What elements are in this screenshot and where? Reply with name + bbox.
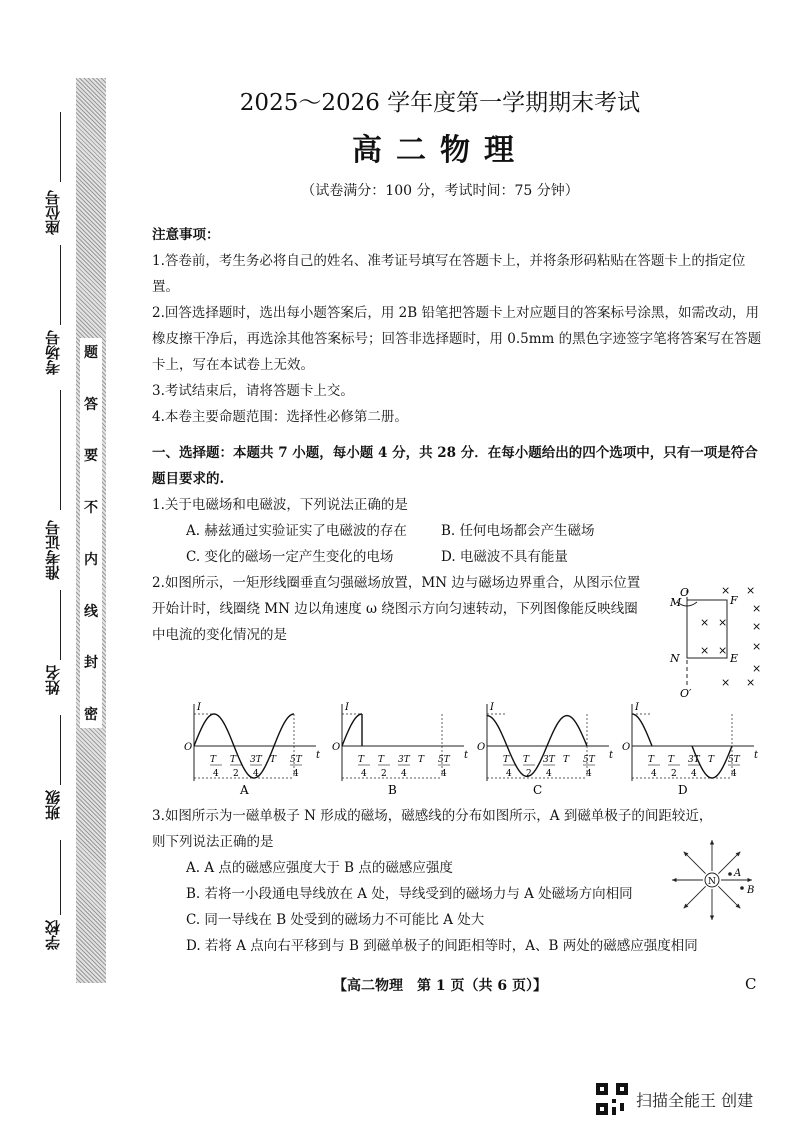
tick-label: 4 (253, 769, 259, 779)
option-d: D. 若将 A 点向右平移到与 B 到磁单极子的间距相等时，A、B 两处的磁感应强度相同 (186, 938, 698, 954)
tick-label: T (378, 755, 385, 765)
t-axis-label: t (609, 750, 614, 761)
notice-heading: 注意事项： (152, 227, 220, 243)
seat-number-label: 座位号 (44, 190, 62, 235)
binding-margin (0, 0, 120, 1000)
seal-char: 线 (84, 603, 98, 620)
i-axis-label: I (635, 702, 639, 713)
current-graphs (172, 698, 759, 798)
field-arrowhead (710, 915, 714, 920)
tick-label: T (358, 755, 365, 765)
field-cross: × (718, 644, 728, 657)
field-arrowhead (710, 840, 714, 845)
field-cross: × (718, 616, 728, 629)
tick-label: 4 (731, 769, 737, 779)
label-a: A (734, 868, 742, 879)
field-cross: × (700, 644, 710, 657)
field-cross: × (752, 640, 762, 653)
question-1-options (152, 518, 696, 570)
label-monopole-n: N (708, 877, 716, 887)
tick-label: 3T (398, 755, 410, 765)
axis-label-o: O (680, 586, 690, 599)
qr-code-icon (596, 1083, 628, 1115)
seat-number-line (60, 112, 61, 182)
seal-char: 答 (84, 396, 98, 413)
exam-meta: （试卷满分：100 分，考试时间：75 分钟） (301, 183, 579, 199)
tick-label: 4 (213, 769, 219, 779)
section-heading: 一、选择题：本题共 7 小题，每小题 4 分，共 28 分．在每小题给出的四个选项中，只有一项是符合题目要求的. (152, 445, 758, 487)
school-line (60, 840, 61, 915)
coil-figure (660, 582, 770, 702)
t-axis-label: t (464, 750, 469, 761)
seal-char: 不 (84, 500, 98, 517)
i-axis-label: I (197, 702, 201, 713)
tick-label: T (563, 755, 570, 765)
seal-char: 题 (84, 345, 98, 361)
name-label: 姓名 (44, 665, 62, 695)
field-cross: × (752, 602, 762, 615)
seal-char: 封 (84, 655, 98, 672)
room-number-line (60, 245, 61, 325)
option-d: D. 电磁波不具有能量 (441, 549, 568, 565)
point-a (728, 872, 732, 876)
question-1-stem: 1.关于电磁场和电磁波，下列说法正确的是 (152, 497, 408, 513)
tick-label: 4 (441, 769, 447, 779)
question-3-stem: 3.如图所示为一磁单极子 N 形成的磁场，磁感线的分布如图所示，A 到磁单极子的间距较近，则下列说法正确的是 (152, 808, 713, 850)
seal-char: 密 (84, 706, 98, 723)
notice-item: 1.答卷前，考生务必将自己的姓名、准考证号填写在答题卡上，并将条形码粘贴在答题卡上的指定位置。 (152, 253, 746, 295)
tick-label: 3T (543, 755, 555, 765)
tick-label: 2 (526, 769, 532, 779)
tick-label: 5T (438, 755, 450, 765)
tick-label: T (503, 755, 510, 765)
tick-label: 4 (546, 769, 552, 779)
tick-label: 3T (250, 755, 262, 765)
tick-label: T (270, 755, 277, 765)
tick-label: T (210, 755, 217, 765)
seal-char: 要 (84, 448, 98, 465)
tick-label: T (230, 755, 237, 765)
tick-label: 5T (290, 755, 302, 765)
monopole-figure (668, 836, 764, 926)
label-m: M (670, 596, 682, 609)
tick-label: 5T (728, 755, 740, 765)
tick-label: 2 (381, 769, 387, 779)
graph-letter: A (240, 783, 249, 797)
label-f: F (730, 594, 738, 607)
question-2-stem: 2.如图所示，一矩形线圈垂直匀强磁场放置，MN 边与磁场边界重合，从图示位置开始计时，线圈绕 MN 边以角速度 ω 绕图示方向匀速转动，下列图像能反映线圈中电流的变化情况的是 (152, 575, 641, 643)
tick-label: 5T (583, 755, 595, 765)
field-cross: × (746, 584, 756, 597)
tick-label: 2 (233, 769, 239, 779)
point-b (740, 886, 744, 890)
origin-label: O (622, 742, 631, 753)
graph-letter: B (388, 783, 397, 797)
field-arrowhead (672, 878, 677, 882)
room-number-label: 考场号 (44, 330, 62, 375)
tick-label: 4 (401, 769, 407, 779)
class-line (60, 715, 61, 785)
exam-id-line (60, 390, 61, 510)
notice-item: 2.回答选择题时，选出每小题答案后，用 2B 铅笔把答题卡上对应题目的答案标号涂黑，如需改动，用橡皮擦干净后，再选涂其他答案标号；回答非选择题时，用 0.5mm 的黑色字迹签字笔将答案写在答题卡上，写在本试卷上无效。 (152, 305, 762, 373)
current-curve (342, 714, 362, 746)
option-a: A. A 点的磁感应强度大于 B 点的磁感应强度 (186, 860, 453, 876)
field-cross: × (752, 662, 762, 675)
label-n: N (670, 652, 680, 665)
tick-label: 4 (506, 769, 512, 779)
tick-label: 4 (691, 769, 697, 779)
watermark-text: 扫描全能王 创建 (636, 1090, 754, 1110)
tick-label: 2 (671, 769, 677, 779)
tick-label: T (523, 755, 530, 765)
notice-item: 4.本卷主要命题范围：选择性必修第二册。 (152, 409, 408, 425)
origin-label: O (477, 742, 486, 753)
seal-line-text (80, 338, 102, 728)
tick-label: T (708, 755, 715, 765)
name-line (60, 590, 61, 660)
tick-label: 4 (361, 769, 367, 779)
option-b: B. 若将一小段通电导线放在 A 处，导线受到的磁场力与 A 处磁场方向相同 (186, 886, 633, 902)
field-arrowhead (747, 878, 752, 882)
field-cross: × (721, 676, 731, 689)
exam-id-label: 准考证号 (44, 520, 62, 580)
graph-letter: C (533, 783, 543, 797)
t-axis-label: t (316, 750, 321, 761)
option-a: A. 赫兹通过实验证实了电磁波的存在 (186, 523, 407, 539)
exam-title: 2025～2026 学年度第一学期期末考试 (239, 90, 641, 116)
tick-label: T (648, 755, 655, 765)
t-axis-label: t (754, 750, 759, 761)
field-line (684, 852, 706, 874)
graph-letter: D (678, 783, 688, 797)
option-c: C. 同一导线在 B 处受到的磁场力不可能比 A 处大 (186, 912, 485, 928)
paper-code: C (745, 975, 757, 993)
field-cross: × (700, 616, 710, 629)
subject-title: 高二物理 (352, 133, 528, 168)
page-footer: 【高二物理 第 1 页（共 6 页）】 (333, 978, 547, 994)
tick-label: 3T (688, 755, 700, 765)
school-label: 学校 (44, 920, 62, 950)
axis-label-o2: O′ (680, 687, 692, 700)
tick-label: 4 (293, 769, 299, 779)
tick-label: T (668, 755, 675, 765)
notice-item: 3.考试结束后，请将答题卡上交。 (152, 383, 354, 399)
label-b: B (747, 885, 755, 896)
i-axis-label: I (490, 702, 494, 713)
field-line (718, 886, 740, 908)
i-axis-label: I (345, 702, 349, 713)
field-cross: × (721, 584, 731, 597)
field-cross: × (746, 676, 756, 689)
class-label: 班级 (44, 790, 62, 820)
field-cross: × (752, 620, 762, 633)
tick-label: T (418, 755, 425, 765)
option-b: B. 任何电场都会产生磁场 (441, 523, 595, 539)
option-c: C. 变化的磁场一定产生变化的电场 (186, 549, 394, 565)
origin-label: O (184, 742, 193, 753)
label-e: E (730, 652, 739, 665)
tick-label: 4 (586, 769, 592, 779)
tick-label: 4 (651, 769, 657, 779)
origin-label: O (332, 742, 341, 753)
scanner-watermark (596, 1083, 753, 1115)
current-curve (632, 714, 652, 746)
seal-char: 内 (84, 551, 98, 568)
field-line (684, 886, 706, 908)
